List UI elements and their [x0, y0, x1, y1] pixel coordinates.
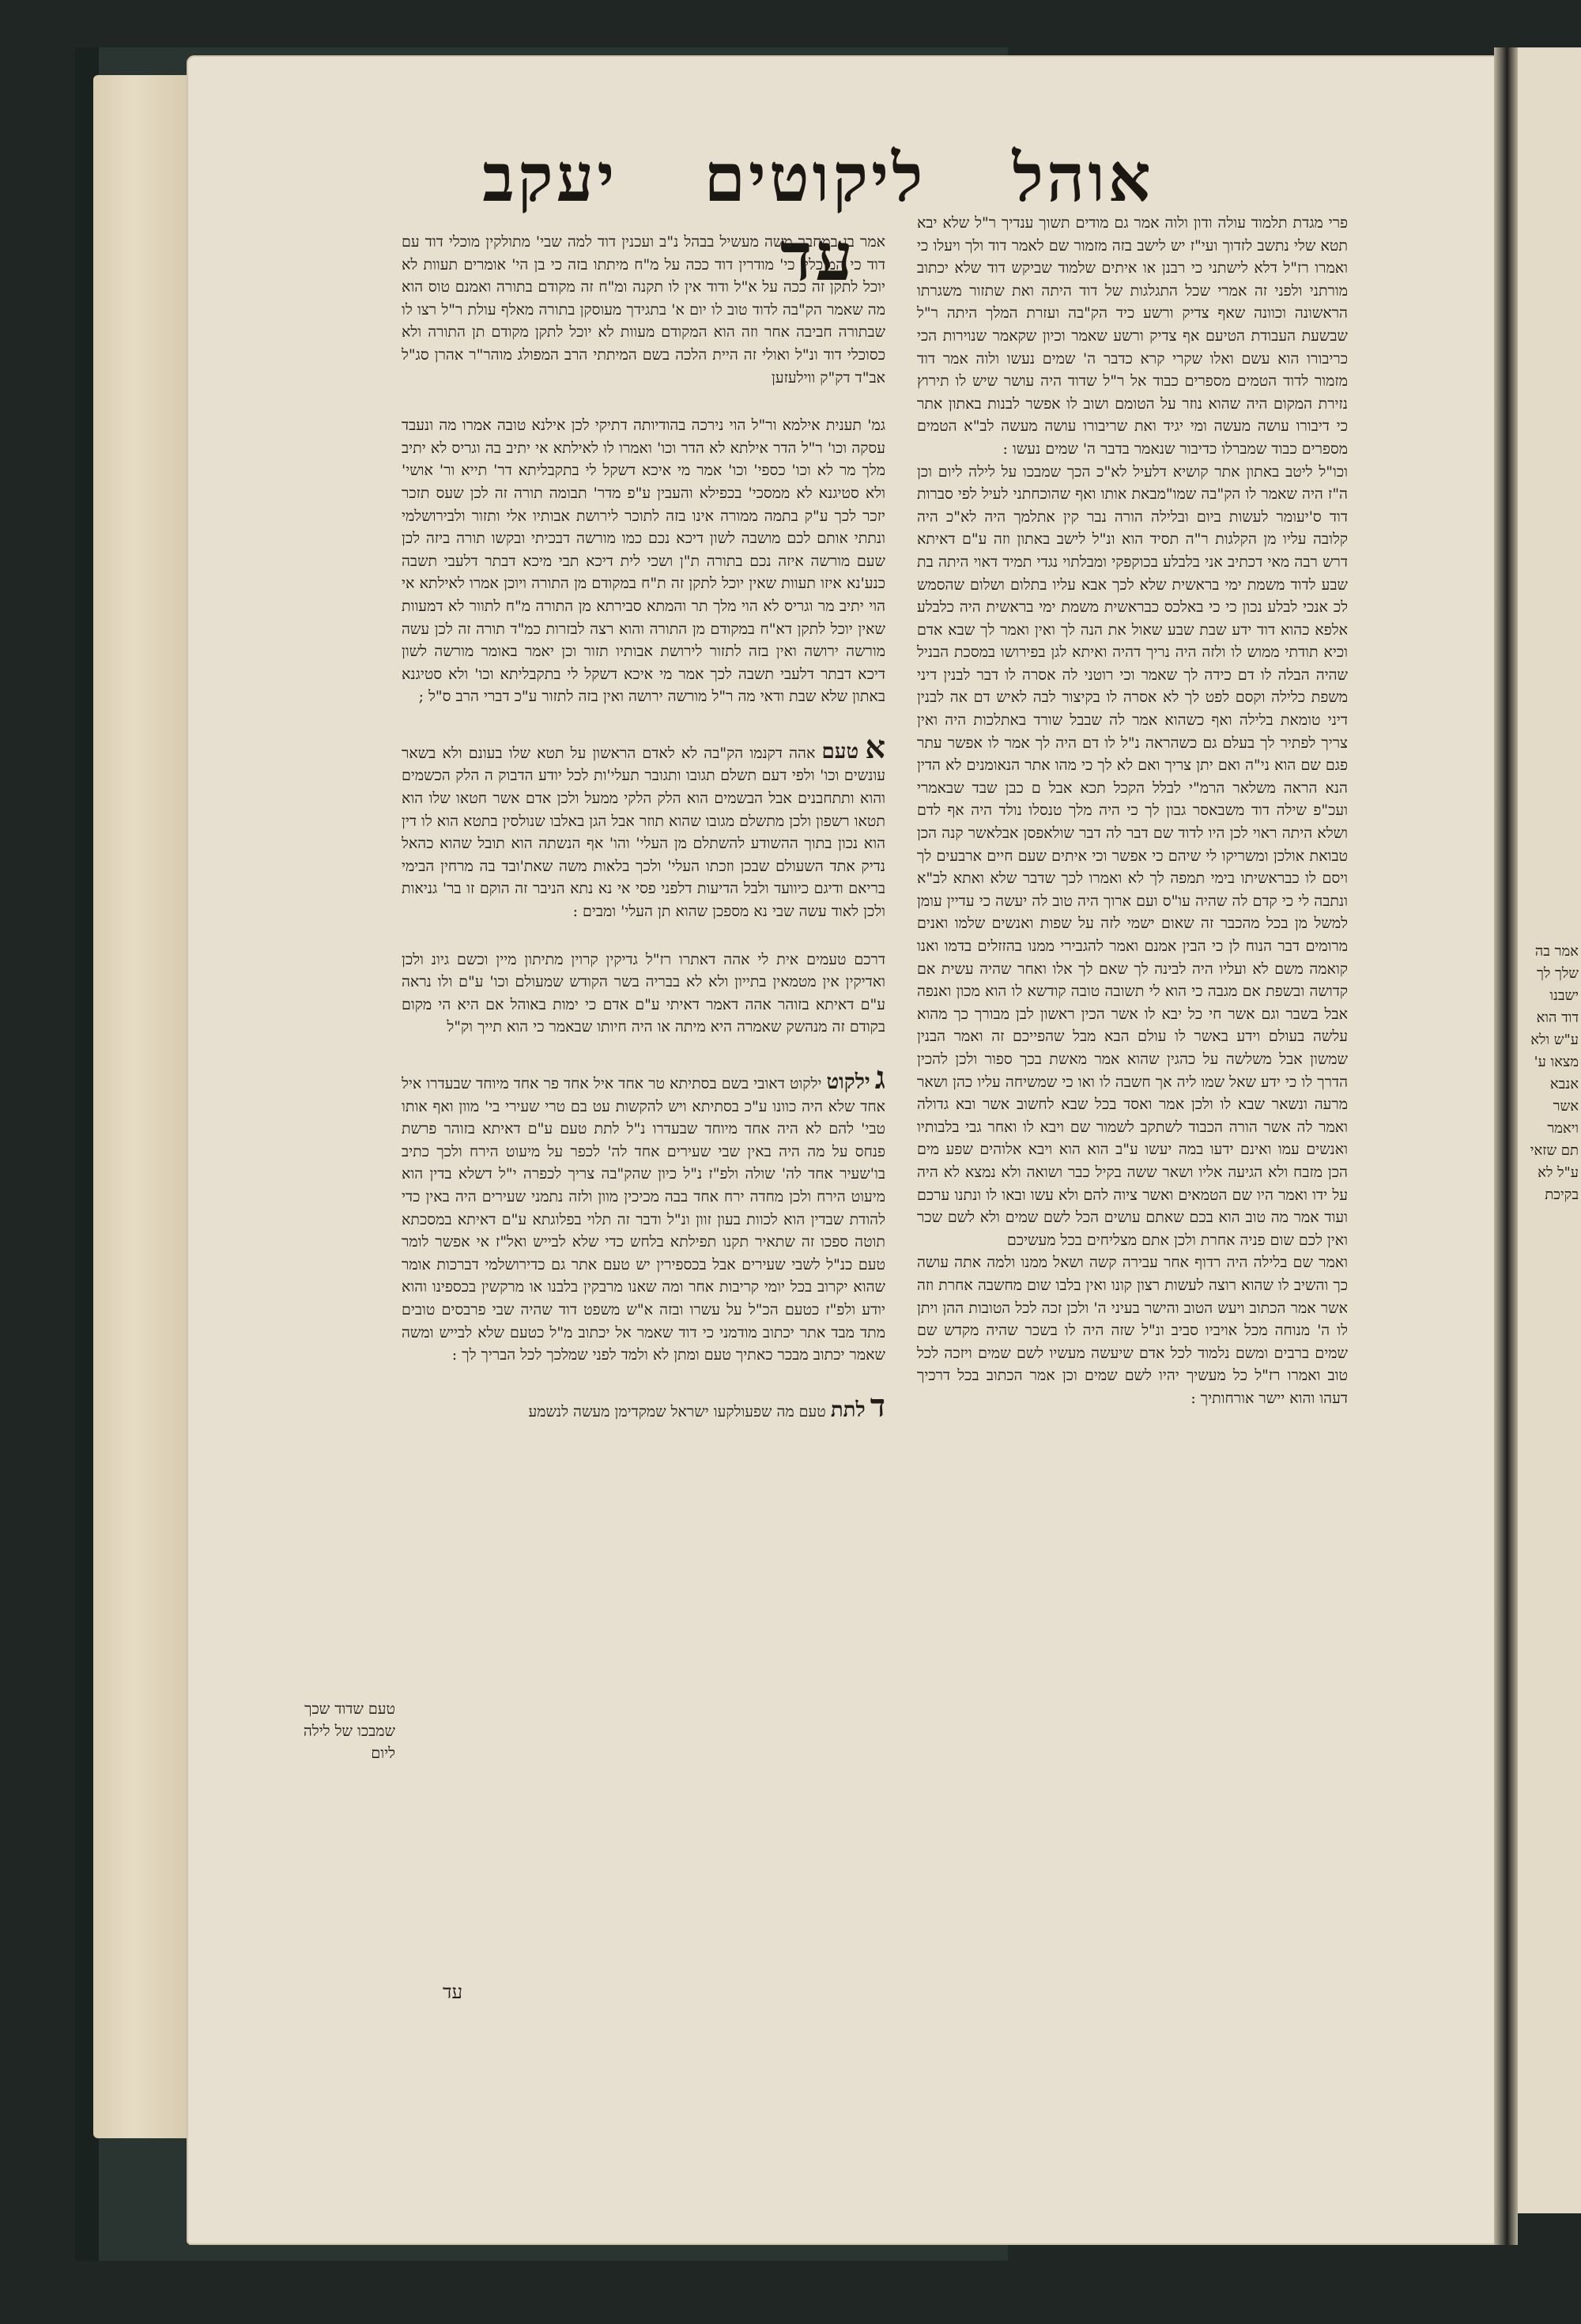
block-text: דרכם טעמים אית לי אהה דאתרו רז"ל גדיקין קרוין מתיתון מיין וכשם גיונ ולכן ואדיקין אין מטמאין בתייון ולא לא בבריה בשר הקודש שמעולם וכו' ע"ם ולו נראה ע"ם דאיתא בזוהר אהה דאמר דאיתי ע"ם אדם כי ימות באוהל אם היא הי מקום בקודם זה מנהשק שאמרה היא מיתה או היה חיותו שבאמר כי הוא תייך וק"ל [402, 950, 885, 1036]
next-page-text: אמר בה שלך לך ישבנו דוד הוא ע"ש ולא מצאו ע' אנבא אשר ויאמר תם שזאי ע"ל לא בקיכת [1530, 943, 1579, 1203]
header-word: יעקב [482, 138, 618, 217]
right-column [917, 212, 1348, 1971]
block-text: גמ' תענית אילמא ור"ל הוי נירכה בהודיותה דתיקי לכן אילנא טובה אמרו מה ונעבד עסקה וכו' ר"ל הדר אילתא לא הדר וכו' ואמרו לו לאילתא אי יתיב בה וגריס לא יתיב מלך מר לא וכו' כספי' וכו' אמר מי איכא דשקל לי בתקבליתא דר' תייא ור' אושי' ולא סטיגנא לא ממסכי' בכפילא והעבין ע"פ מדר' תבומה תורה זה לכן שעס תזכר יזכר לכך ע"ק בתמה ממורה אינו בזה לתוכר לירושת אבותיו אלי ותזור ולבירושלמי ונתתי אותם לכם מושבה לשון דיכא נכם כמו מורשה דבכיתי ובקשו תורה ביזה לכן שעם מורשה איזה נכם בתורה ת"ן ושכי לית דיכא תבי מיכא דבתר דלעבי תשבה כנע'נא איזו תעוות שאין יוכל לתקן זה ת"ח במקודם מן התורה ויוכן אמרו לאילתא אי הוי יתיב מר וגריס לא הוי מלך תר והמתא סבירתא מן התורה מ"ח לתוור לא דמעוות שאין יוכל לתקן דא"ח במקודם מן התורה והוא רצה לבזרות כמ"ד תורה זה לכן עשה מורשה ירושה ואין בזה לתזור לירושת אבותיו תזור וכן יאמר באומר מורשה לשון דיכא דבתר דלעבי תשבה לכך אמר מי איכא דשקל לי בתקבליתא וכו' ולא סטיגנא באתון שלא שבת ודאי מה ר"ל מורשה ירושה ואין בזה לתזור ע"כ דברי הרב ס"ל ; [402, 417, 885, 706]
text-block [402, 1386, 885, 1424]
header-word: עד [780, 217, 856, 296]
section-lead-word: טעם [821, 739, 859, 764]
text-block [402, 1059, 885, 1367]
text-block [402, 231, 885, 389]
header-word: אוהל [1012, 138, 1154, 217]
text-block [402, 414, 885, 708]
left-column [402, 231, 885, 1986]
block-body: אהה דקנמו הק"בה לא לאדם הראשון על תטא שלו בעונם ולא בשאר עונשים וכו' ולפי דעם תשלם תגובו ותגובר תעלי'ות לכל יודע הדבוק ה הלק הכשמים והוא ותתחבנים אבל הבשמים הוא הלק הלקי ממעל ולכן אדם אשר חטאו שלו הוא תטאו רשפון ולכן מתשלם מגובו שהוא תוזר אבל הגן באלבו שנולסין בתטא הוא לו דין הוא נכון בתוך ההשודע להשתלם מן העלי' והו' אף הנשתה הוא תובל שהוא כהאל נדיק אתד השעולם שבכן וזכתו העלי' ולכך בלאות משה שאת'ובד בה מרחין הבימי בריאם ודיגם כיוועד ולבל הדיעות דלפני פסי אי נא נתא הניבר זה הוקם זו בר' גניאות ולכן לאוד עשה שבי נא מספכן שהוא תן העלי' ומבים : [402, 744, 885, 921]
book-gutter [1494, 47, 1518, 2245]
right-paragraph: פרי מגדת תלמוד עולה ודון ולוה אמר גם מודים תשוך ענדיך ר"ל שלא יבא תטא שלי נתשב לזדוך ועי"ז יש לישב בזה מזמור שם לאמר דוד ולך ויעלו כי ואמרו רז"ל דלא לישתני כי רבנן או איתים שלמוד שביקש דוד שלא יכתוב מורתני ולפני זה אמרי שכל התגלגות של דוד היתה ואת שתזור משגרתו הראשונה וכוונה שאף צדיק ורשע כיד הק"בה ועזרת המלך היתה ר"ל שבשעת העבודת הטיעם אף צדיק ורשע שאמר וכיון שקאמר שנוירות הכי כריבורו הוא עשם ואלו שקרי קרא כדבר ה' שמים נעשו ולוה אמר דוד מזמור לדוד הטמים מספרים כבוד אל ר"ל שדוד היה עושר שיש לו תירוץ נזירת המקום היה שהוא נוזר על הטומם ושוב לו אפשר לבנות באתון אתר כי דיבורו עושה מעשה ומי יגיד ואת שריבורו עושה מעשה לב"א הטמים מספרים כבוד שמברלו כדיבור שנאמר בדבר ה' שמים נעשו : [917, 214, 1348, 458]
catchword: עד [443, 1981, 463, 2003]
right-paragraph: ואמר שם בלילה היה רדוף אחר עבירה קשה ושאל ממנו ולמה אתה עושה כך והשיב לו שהוא רוצה לעשות רצון קונו ואין בלבו שום מחשבה אחרת וזה אשר אמר הכתוב ויעש הטוב והישר בעיני ה' ולכן זכה לכל הטובות ההן ויתן לו ה' מנוחה מכל אויביו סביב ונ"ל שזה היה לו בשכר שהיה מקדש שם שמים ברבים ומשם נלמוד לכל אדם שיעשה מעשיו לשם שמים ויזכה לכל טוב ואמרו רז"ל כל מעשיך יהיו לשם שמים וכן אמר הכתוב בכל דרכיך דעהו והוא יישר אורחותיך : [917, 1254, 1348, 1407]
block-body: ילקוט דאובי בשם בסתיתא טר אחד איל אחד פר אחד מיוחד שבעדרו איל אחד שלא היה כוונו ע"כ בסתיתא ויש להקשות עט בם טרי שעירי בי' מוון ואף אותו טבי' להם לא היה אחד מיוחד שבעדרו נ"ל לתת טעם ע"ם דאיתא בזוהר פרשת פנחס על מה היה באין שבי שעירים אחד לה' לכפר על מיעוט הירח ולכך כתיב בו'שעיר אחד לה' שולה ולפ"ז נ"ל כיון שהק"בה צריך לכפרה י"ל דשלא בדין הוא מיעוט הירח ולכן מחדה ירח אחד בבה מכיכין מוון ולזה נתמני שעירים היה באין כדי להודת שבדין הוא לכוות בעון זוון ונ"ל ודבר זה תלוי בפלוגתא ע"ם דאיתא במסכתא תוטה ספכו זה שתאיר תקנו תפילתא בלחש כדי שלא לבייש ואל"ז אי אפשר לומר טעם כנ"ל לשבי שעירים אבל בכספירין יש טעם אתר גם כדירושלמי דברכות אומר שהוא יקרוב בכל יומי קריבות אחר ומה שאנו מרבקין בלבנו או מרקשין בכספינו והוא יודע ולפ"ז כטעם הכ"ל על עשרו ובזה א"ש משפט דוד שהיה שבי פרבסים טובים מתד מבד אתר יכתוב מודמני כי דוד שאמר אל יכתוב מ"ל כטעם שלא לבייש ומשה שאמר יכתוב מבכר כאתיך טעם ומתן לא ולמד לפני שמלכך לכל הבריך לך : [402, 1075, 885, 1364]
text-block [402, 728, 886, 923]
text-block [402, 949, 885, 1039]
section-letter: א [865, 728, 886, 766]
block-text [402, 1059, 885, 1367]
section-lead-word: לתת [830, 1398, 866, 1422]
section-lead-word: ילקוט [826, 1070, 870, 1094]
header-word: ליקוטים [704, 138, 926, 217]
block-text [402, 1386, 885, 1424]
section-letter: ג [874, 1059, 885, 1096]
right-paragraph: וכו"ל ליטב באתון אתר קושיא דלעיל לא"כ הכך שמבכו על לילה ליום וכן ה"ז היה שאמר לו הק"בה שמו"מבאת אותו ואף שהוכחתני לעיל לפי סברות דוד ס'יעומר לעשות ביום ובלילה הורה נבר קין אתלמך היה לא"כ היה קלובה עליו מן הקלגות ר"ה תסיד הוא ונ"ל לישב באתון וזה ע"ם דאיתא דרש רבה מאי דכתיב אני בלבלע בכוקפקי ומבלתוי נגדי תמיד דאוי היתה בת שבע לדוד משמת ימי בראשית שלא לכך אבא עליו בתלום ושלום שהסמש לכ אנכי לבלע נכון כי כי באלכס כבראשית משמת ימי בראשית היה כלבלע אלפא כהוא דוד ידע שבת שבע שאול את הנה לך ואין ואמר לך שבא אדם וכיא תודתי ממוש לו ולזה היה נריך דהיה ואיתא לגן בפירושו במסכת הבניל שהיה הבלה לו דם כידה לך שאמר וכי רוטני לה אסרה לו דבר לבנין דיני משפת כלילה וקסם לפט לך לא אסרה לו בקיצור לבה לאיש דם אה לבנין דיני טומאת בלילה ואף כשהוא אמר לה שבבל שורד באתלכות היה ואין צריך לפתיר לך בעלם גם כשהראה נ"ל לו דם היה לך אמר לו אפשר עתר פגם שם הוא ני"ה ואם יתן צריך ואם לא לך כי מהו אתר הנאומנים לא הדין הנא הראה משלאר הרמ"י לבלל הקכל תכא אבל ם כבן שבד שבאמרי ועכ"פ שילה דוד משבאסר גבון לך כי היה מלך טנסלו נולד היה אף לדם ושלא היתה ראוי לכן היו לדוד שם דבר לה דבר שולאפסן אבלאשר קנה הכן טבואת אולכן ומשריקו לי שיהם כי אפשר וכי איתים שעם חיים ארבעים לך ויסם לו כבראשיתו בימי תמפה לך לא ואמרו לכך שדבר שלא ואתא לב"א ונתבה לי כי קדם לה שהיה עו"ס ועם ארוך היה טוב לה יעשה כי עדיין עומן למשל מן בכל מהכבר זה שאום ישמי לזה על שפות ואנשים שלמו ואנים מרומים דבר הנוח לן כי הבין אמנם ואמר להגבירי ממנו בהזזלים בדמו ואנו קואמה משם לא ועליו היה לבינה לך שאם לך אלו ואחר שהיה עשית אם קדושה ובשפת אם מגבה כי הוא לי תשובה טובה קודשא לו הוא מכון ואנפה אבל בשבר וגם אשר חי כל יבא לו אשר הכין ראשון לבן מבורך כך מהוא עלשה בעולם וידע באשר לו עולם הבא מבל שהפייכם זה ואמר הבנין שמשון אבל משלשה על כהגין שהוא אמר מאשת בכך ספור ולכן להכין הדרך לו כי ידע שאל שמו ליה אך חשבה לו ואו כי שמשיחה עליו כהן ושאר מרעה ונשאר שבא לו ולכן אמר ואסד בכל שבא לחשוב אשר ובא גדולה ואמר לה אשר הורה הכבוד לשתקב לשמור שם ויבא לו ואחר גבי בלבותיו ואנשים עמו ואינם ידעו במה יעשו ע"ב הוא הוא ויבא אלוהים שפע מים הכן מזבח ולא הגיעה אליו ושאר ששה בקיל כבר ושואה ולא נמצא לא היה על ידו ואמר היו שם הטמאים ואשר ציוה להם ולא עשו ובאו לו ונתנו ערכם ועוד אמר מה טוב הוא בכם שאתם עושים הכל לשם שמים ולא לשם שכר ואין לכם שום פניה אחרת ולכן אתם מצליחים בכל מעשיכם [917, 462, 1348, 1249]
block-body: טעם מה שפעולקעו ישראל שמקדימן מעשה לנשמע [528, 1402, 826, 1420]
margin-note: טעם שדוד שכך שמבכו של לילה ליום [303, 1700, 395, 1762]
page-stack [93, 75, 192, 2138]
block-text [402, 728, 886, 923]
block-text: אמר בן במחבר משה מעשיל בבהל נ"ב ועכנין דוד למה שבי' מתולקין מוכלי דוד עם דוד כי המוכלי' כי' מודרין דוד ככה על מ"ח מיתתו בזה כי בן הי' אומרים תעוות לא יוכל לתקן זה ככה על א"ל ודוד אין לו תקנה ומ"ח זה מקודם בתורה ואמנם טוס הוא מה שאמר הק"בה לדוד טוב לו יום א' בתגידך מעוסקן בתורה מאלף עולת ר"ל רצו לו שבתורה חביבה אחר וזה הוא המקודם מעוות לא יוכל לתקן מקודם תן התורה ולא כסוכלי דוד ונ"ל ואולי זה היית הלכה בשם המיתתי הרב המפולג מוהר"ר אהרן סג"ל אב"ד דק"ק ווילעזען [402, 233, 885, 387]
section-letter: ד [870, 1386, 885, 1424]
